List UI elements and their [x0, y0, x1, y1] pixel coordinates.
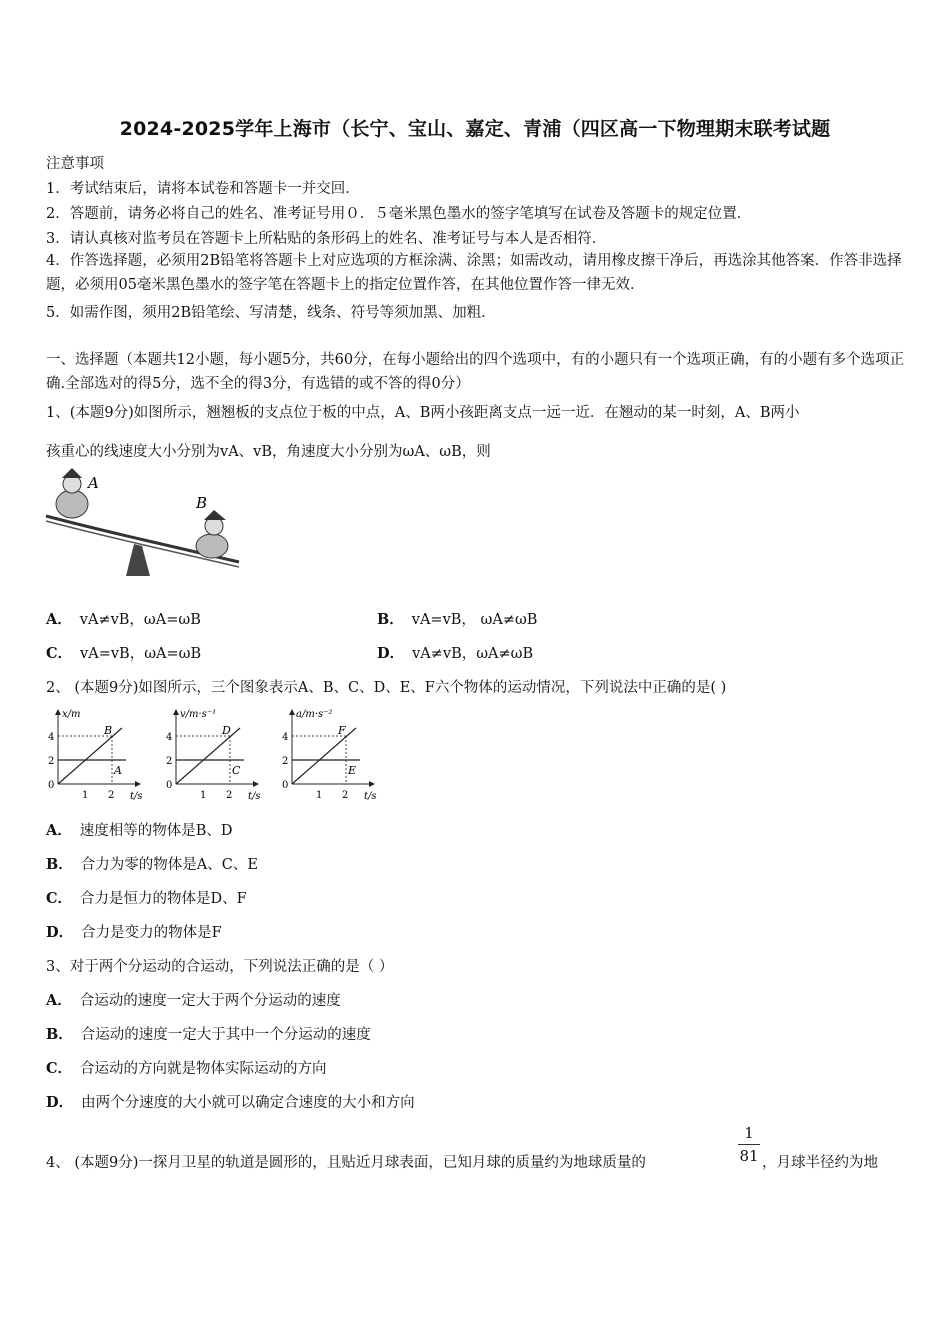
svg-text:x/m: x/m [62, 709, 81, 720]
svg-text:2: 2 [108, 790, 115, 801]
svg-text:4: 4 [48, 732, 55, 743]
q1-option-b[interactable]: B． vA=vB， ωA≠ωB [377, 611, 538, 628]
section-intro: 一、选择题（本题共12小题，每小题5分，共60分，在每小题给出的四个选项中，有的小题只有一个选项正确，有的小题有多个选项正确.全部选对的得5分，选不全的得3分，有选错的或不答的得0分） [46, 352, 905, 392]
notice-item: 3．请认真核对监考员在答题卡上所粘贴的条形码上的姓名、准考证号与本人是否相符． [46, 231, 607, 247]
svg-text:C: C [232, 764, 241, 777]
svg-text:a/m·s⁻²: a/m·s⁻² [296, 709, 333, 720]
question-4-stem-tail: ，月球半径约为地 [762, 1155, 878, 1171]
notice-item: 4．作答选择题，必须用2B铅笔将答题卡上对应选项的方框涂满、涂黑；如需改动，请用橡皮擦干净后，再选涂其他答案．作答非选择题，必须用05毫米黑色墨水的签字笔在答题卡上的指定位置作答，在其他位置作答一律无效． [46, 253, 902, 293]
svg-text:2: 2 [226, 790, 233, 801]
notice-item: 5．如需作图，须用2B铅笔绘、写清楚，线条、符号等须加黑、加粗． [46, 305, 496, 321]
q3-option-b[interactable]: B． 合运动的速度一定大于其中一个分运动的速度 [46, 1026, 371, 1043]
graph-at [282, 709, 377, 802]
figure-label-a: A [88, 474, 99, 492]
q1-option-c[interactable]: C． vA=vB，ωA=ωB [46, 645, 202, 662]
notice-item: 1．考试结束后，请将本试卷和答题卡一并交回． [46, 181, 360, 197]
svg-text:2: 2 [282, 756, 289, 767]
svg-text:D: D [222, 724, 231, 737]
svg-text:2: 2 [342, 790, 349, 801]
svg-text:4: 4 [166, 732, 173, 743]
q3-option-a[interactable]: A． 合运动的速度一定大于两个分运动的速度 [46, 992, 341, 1009]
q2-option-c[interactable]: C． 合力是恒力的物体是D、F [46, 890, 247, 907]
svg-text:t/s: t/s [130, 791, 143, 802]
svg-text:A: A [114, 764, 122, 777]
question-2-stem: 2、 (本题9分)如图所示，三个图象表示A、B、C、D、E、F六个物体的运动情况，下列说法中正确的是( ) [46, 680, 727, 696]
svg-text:4: 4 [282, 732, 289, 743]
fraction-one-81: 1 81 [739, 1124, 759, 1165]
motion-graphs [44, 706, 394, 802]
svg-text:t/s: t/s [364, 791, 377, 802]
notice-heading: 注意事项 [46, 156, 104, 172]
q2-option-a[interactable]: A． 速度相等的物体是B、D [46, 822, 233, 839]
svg-text:1: 1 [82, 790, 89, 801]
q3-option-c[interactable]: C． 合运动的方向就是物体实际运动的方向 [46, 1060, 327, 1077]
graph-xt [48, 709, 143, 802]
graph-vt [166, 709, 261, 802]
q1-option-d[interactable]: D． vA≠vB，ωA≠ωB [377, 645, 534, 662]
svg-text:F: F [338, 724, 346, 737]
svg-text:0: 0 [282, 780, 289, 791]
svg-text:0: 0 [48, 780, 55, 791]
question-1-stem-line2: 孩重心的线速度大小分别为vA、vB，角速度大小分别为ωA、ωB，则 [46, 444, 491, 460]
svg-text:t/s: t/s [248, 791, 261, 802]
svg-text:B: B [104, 724, 113, 737]
svg-text:1: 1 [316, 790, 323, 801]
svg-text:2: 2 [166, 756, 173, 767]
svg-text:1: 1 [200, 790, 207, 801]
svg-text:0: 0 [166, 780, 173, 791]
q2-option-b[interactable]: B． 合力为零的物体是A、C、E [46, 856, 258, 873]
question-1-stem-line1: 1、(本题9分)如图所示，翘翘板的支点位于板的中点，A、B两小孩距离支点一远一近．在翘动的某一时刻，A、B两小 [46, 405, 800, 421]
page-title: 2024-2025学年上海市（长宁、宝山、嘉定、青浦（四区高一下物理期末联考试题 [119, 118, 831, 140]
q3-option-d[interactable]: D． 由两个分速度的大小就可以确定合速度的大小和方向 [46, 1094, 415, 1111]
question-3-stem: 3、对于两个分运动的合运动，下列说法正确的是（ ） [46, 959, 394, 975]
notice-item: 2．答题前，请务必将自己的姓名、准考证号用０．５毫米黑色墨水的签字笔填写在试卷及答题卡的规定位置． [46, 206, 752, 222]
svg-text:v/m·s⁻¹: v/m·s⁻¹ [180, 709, 217, 720]
svg-text:2: 2 [48, 756, 55, 767]
seesaw-figure [44, 466, 244, 581]
q2-option-d[interactable]: D． 合力是变力的物体是F [46, 924, 222, 941]
svg-text:E: E [348, 764, 357, 777]
q1-option-a[interactable]: A． vA≠vB，ωA=ωB [46, 611, 201, 628]
figure-label-b: B [196, 494, 208, 512]
question-4-stem: 4、 (本题9分)一探月卫星的轨道是圆形的，且贴近月球表面，已知月球的质量约为地球质量的 [46, 1155, 646, 1171]
